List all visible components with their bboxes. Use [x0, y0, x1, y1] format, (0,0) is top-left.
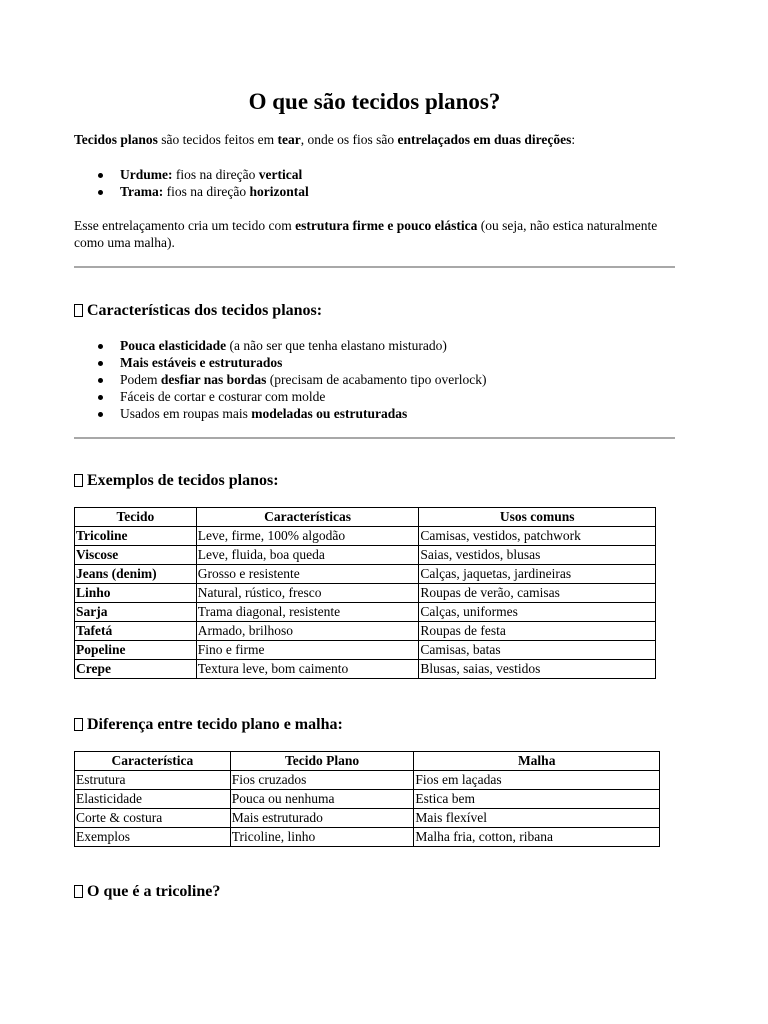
- table-cell: Leve, firme, 100% algodão: [196, 527, 419, 546]
- table-cell: Camisas, batas: [419, 641, 656, 660]
- table-cell: Estrutura: [75, 771, 231, 790]
- table-row: [75, 546, 656, 565]
- missing-glyph-icon: [74, 885, 83, 898]
- table-cell: Pouca ou nenhuma: [230, 790, 414, 809]
- heading-text: O que é a tricoline?: [87, 883, 221, 900]
- section-divider: [74, 266, 675, 268]
- column-header: Usos comuns: [419, 508, 656, 527]
- heading-text: Diferença entre tecido plano e malha:: [87, 716, 343, 733]
- table-row: [75, 660, 656, 679]
- examples-table: [74, 507, 656, 679]
- table-cell: Crepe: [75, 660, 197, 679]
- difference-table: [74, 751, 660, 847]
- table-row: [75, 828, 660, 847]
- heading-characteristics: [74, 301, 322, 321]
- item-bold: desfiar nas bordas: [160, 372, 267, 387]
- table-cell: Linho: [75, 584, 197, 603]
- table-cell: Malha fria, cotton, ribana: [414, 828, 660, 847]
- list-item: [74, 337, 486, 354]
- table-cell: Fios cruzados: [230, 771, 414, 790]
- table-cell: Viscose: [75, 546, 197, 565]
- direction-label: Trama:: [120, 184, 164, 199]
- list-item: [74, 371, 486, 388]
- item-pre: Fáceis de cortar e costurar com molde: [120, 389, 326, 404]
- item-bold: modeladas ou estruturadas: [251, 406, 408, 421]
- table-row: [75, 603, 656, 622]
- table-header-row: [75, 752, 660, 771]
- table-cell: Tricoline, linho: [230, 828, 414, 847]
- item-post: (precisam de acabamento tipo overlock): [266, 372, 487, 387]
- direction-value: vertical: [258, 167, 303, 182]
- table-cell: Corte & costura: [75, 809, 231, 828]
- summary-text-1: Esse entrelaçamento cria um tecido com: [74, 218, 296, 233]
- column-header: Tecido: [75, 508, 197, 527]
- missing-glyph-icon: [74, 474, 83, 487]
- table-row: [75, 790, 660, 809]
- table-cell: Mais flexível: [414, 809, 660, 828]
- intro-text-2: , onde os fios são: [300, 132, 398, 147]
- item-pre: Podem: [120, 372, 161, 387]
- table-cell: Trama diagonal, resistente: [196, 603, 419, 622]
- heading-difference: [74, 715, 343, 735]
- heading-text: Características dos tecidos planos:: [87, 302, 323, 319]
- intro-bold-2: tear: [277, 132, 301, 147]
- direction-label: Urdume:: [120, 167, 173, 182]
- characteristics-list: [74, 337, 486, 422]
- heading-text: Exemplos de tecidos planos:: [87, 472, 279, 489]
- table-row: [75, 622, 656, 641]
- list-item: [74, 388, 486, 405]
- table-cell: Estica bem: [414, 790, 660, 809]
- table-cell: Mais estruturado: [230, 809, 414, 828]
- direction-text: fios na direção: [163, 184, 250, 199]
- list-item: [74, 183, 309, 200]
- table-row: [75, 565, 656, 584]
- heading-tricoline: [74, 882, 220, 902]
- item-bold: Mais estáveis e estruturados: [120, 355, 283, 370]
- intro-paragraph: [74, 131, 675, 148]
- table-cell: Grosso e resistente: [196, 565, 419, 584]
- table-cell: Tafetá: [75, 622, 197, 641]
- table-cell: Roupas de verão, camisas: [419, 584, 656, 603]
- directions-list: [74, 166, 309, 200]
- table-cell: Calças, jaquetas, jardineiras: [419, 565, 656, 584]
- heading-examples: [74, 471, 279, 491]
- intro-text-1: são tecidos feitos em: [157, 132, 278, 147]
- table-cell: Camisas, vestidos, patchwork: [419, 527, 656, 546]
- table-cell: Tricoline: [75, 527, 197, 546]
- table-row: [75, 527, 656, 546]
- table-cell: Fino e firme: [196, 641, 419, 660]
- table-row: [75, 641, 656, 660]
- table-cell: Elasticidade: [75, 790, 231, 809]
- intro-bold-1: Tecidos planos: [74, 132, 158, 147]
- column-header: Malha: [414, 752, 660, 771]
- table-cell: Natural, rústico, fresco: [196, 584, 419, 603]
- column-header: Tecido Plano: [230, 752, 414, 771]
- table-cell: Fios em laçadas: [414, 771, 660, 790]
- direction-text: fios na direção: [172, 167, 259, 182]
- table-header-row: [75, 508, 656, 527]
- list-item: [74, 405, 486, 422]
- table-row: [75, 809, 660, 828]
- column-header: Característica: [75, 752, 231, 771]
- list-item: [74, 354, 486, 371]
- summary-text-2: (ou seja, não estica naturalmente como uma malha).: [74, 218, 658, 250]
- missing-glyph-icon: [74, 304, 83, 317]
- table-cell: Popeline: [75, 641, 197, 660]
- table-cell: Roupas de festa: [419, 622, 656, 641]
- table-cell: Armado, brilhoso: [196, 622, 419, 641]
- intro-bold-3: entrelaçados em duas direções: [397, 132, 572, 147]
- table-cell: Saias, vestidos, blusas: [419, 546, 656, 565]
- table-row: [75, 771, 660, 790]
- table-cell: Blusas, saias, vestidos: [419, 660, 656, 679]
- direction-value: horizontal: [249, 184, 309, 199]
- item-pre: Usados em roupas mais: [120, 406, 252, 421]
- list-item: [74, 166, 309, 183]
- table-cell: Jeans (denim): [75, 565, 197, 584]
- table-cell: Textura leve, bom caimento: [196, 660, 419, 679]
- table-cell: Sarja: [75, 603, 197, 622]
- summary-paragraph: [74, 217, 675, 251]
- page-title: O que são tecidos planos?: [248, 89, 501, 114]
- missing-glyph-icon: [74, 718, 83, 731]
- item-post: (a não ser que tenha elastano misturado): [226, 338, 447, 353]
- section-divider: [74, 437, 675, 439]
- intro-text-3: :: [571, 132, 576, 147]
- column-header: Características: [196, 508, 419, 527]
- item-bold: Pouca elasticidade: [120, 338, 227, 353]
- table-cell: Leve, fluida, boa queda: [196, 546, 419, 565]
- table-cell: Calças, uniformes: [419, 603, 656, 622]
- table-row: [75, 584, 656, 603]
- summary-bold: estrutura firme e pouco elástica: [295, 218, 478, 233]
- table-cell: Exemplos: [75, 828, 231, 847]
